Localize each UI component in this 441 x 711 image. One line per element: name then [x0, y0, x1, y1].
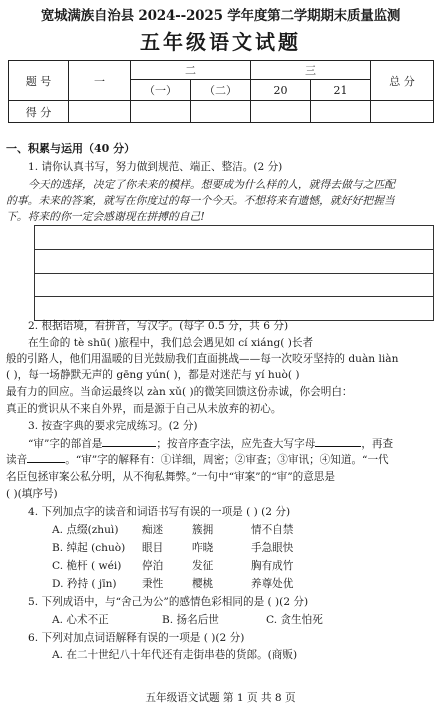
q5-option-c[interactable]: C. 贪生怕死 [266, 614, 323, 626]
q3-text: 。“审”字的解释有：①详细，周密；②审查；③审讯；④知道。“一代 [65, 454, 389, 466]
q4-option-word: 手急眼快 [251, 542, 294, 554]
q4-option-word: 咋晓 [192, 542, 214, 554]
q2-line: 在生命的 tè shū( )旅程中，我们总会遇见如 cí xiáng( )长者 [28, 337, 314, 349]
writing-box[interactable] [34, 225, 434, 321]
score-col-total: 总 分 [371, 61, 434, 101]
subject-title: 五年级语文试题 [140, 30, 301, 54]
page-footer: 五年级语文试题 第 1 页 共 8 页 [145, 692, 296, 704]
q1-title: 1. 请你认真书写，努力做到规范、端正、整洁。(2 分) [28, 161, 283, 173]
q3-text: ，再查 [361, 438, 394, 450]
q2-line: 般的引路人，他们用温暖的目光鼓励我们直面挑战——每一次咬牙坚持的 duàn liàn [6, 353, 399, 365]
q1-text-line: 下。将来的你一定会感谢现在拼搏的自己! [6, 210, 205, 223]
q4-option-word: 秉性 [142, 578, 164, 590]
q6-title: 6. 下列对加点词语解释有误的一项是 ( )(2 分) [28, 632, 245, 644]
q4-option-d[interactable]: D. 矜持 ( jīn) [52, 578, 117, 590]
q1-text-line: 今天的选择，决定了你未来的模样。想要成为什么样的人，就得去做与之匹配 [28, 178, 396, 191]
q5-title: 5. 下列成语中，与“舍己为公”的感情色彩相同的是 ( )(2 分) [28, 596, 309, 608]
q4-option-word: 情不自禁 [251, 524, 294, 536]
section-title: 一、积累与运用（40 分） [6, 142, 136, 155]
q3-line [28, 437, 436, 451]
q4-option-word: 簇拥 [192, 524, 214, 536]
score-cell[interactable] [311, 101, 371, 123]
q3-text: 读音 [6, 454, 28, 466]
score-cell[interactable] [371, 101, 434, 123]
score-col-three: 三 [251, 61, 371, 80]
score-cell[interactable] [191, 101, 251, 123]
answer-blank[interactable] [102, 446, 156, 447]
q3-text: “审”字的部首是 [28, 438, 103, 450]
q6-option-a[interactable]: A. 在二十世纪八十年代还有走街串巷的货郎。(商贩) [52, 649, 298, 661]
score-col-one: 一 [69, 61, 131, 101]
score-cell[interactable] [251, 101, 311, 123]
score-col-two: 二 [131, 61, 251, 80]
q4-option-c[interactable]: C. 桅杆 ( wéi) [52, 560, 122, 572]
q4-option-b[interactable]: B. 绰起 (chuò) [52, 542, 126, 554]
q4-option-word: 樱桃 [192, 578, 214, 590]
q2-title: 2. 根据语境，看拼音，写汉字。(每字 0.5 分，共 6 分) [28, 320, 289, 332]
score-sub-two-b: （二） [191, 80, 251, 101]
answer-blank[interactable] [27, 462, 65, 463]
score-row-label-score: 得 分 [9, 101, 69, 123]
q4-option-word: 发征 [192, 560, 214, 572]
q4-title: 4. 下列加点字的读音和词语书写有误的一项是 ( ) (2 分) [28, 506, 291, 518]
q3-line: ( )(填序号) [6, 488, 58, 500]
q4-option-word: 眼目 [142, 542, 164, 554]
score-table [8, 60, 434, 123]
q3-title: 3. 按查字典的要求完成练习。(2 分) [28, 420, 198, 432]
answer-blank[interactable] [315, 446, 361, 447]
q4-option-word: 胸有成竹 [251, 560, 294, 572]
exam-title: 宽城满族自治县 2024--2025 学年度第二学期期末质量监测 [40, 8, 401, 24]
q4-option-word: 痴迷 [142, 524, 164, 536]
score-row-label-question: 题 号 [9, 61, 69, 101]
q4-option-word: 停泊 [142, 560, 164, 572]
q3-line [6, 453, 436, 467]
score-sub-two-a: （一） [131, 80, 191, 101]
q5-option-a[interactable]: A. 心术不正 [52, 614, 109, 626]
q4-option-word: 养尊处优 [251, 578, 294, 590]
q2-line: 最有力的回应。当命运最终以 zàn xǔ( )的微笑回馈这份赤诚，你会明白： [6, 386, 353, 398]
score-sub-three-b: 21 [311, 80, 371, 101]
q3-text: ；按音序查字法，应先查大写字母 [156, 438, 316, 450]
q4-option-a[interactable]: A. 点缀(zhuì) [52, 524, 119, 536]
score-cell[interactable] [131, 101, 191, 123]
q1-text-line: 的事。未来的答案，就写在你度过的每一个今天。不想将来有遗憾，就好好把握当 [6, 194, 395, 207]
q2-line: ( )，每一场静默无声的 gēng yún( )，都是对迷茫与 yí huò( ) [6, 369, 300, 381]
score-sub-three-a: 20 [251, 80, 311, 101]
q2-line: 真正的赏识从不来自外界，而是源于自己从未放弃的初心。 [6, 403, 282, 415]
score-cell[interactable] [69, 101, 131, 123]
q5-option-b[interactable]: B. 扬名后世 [162, 614, 219, 626]
q3-line: 名臣包拯审案公私分明，从不徇私舞弊。”一句中“审案”的“审”的意思是 [6, 471, 335, 483]
